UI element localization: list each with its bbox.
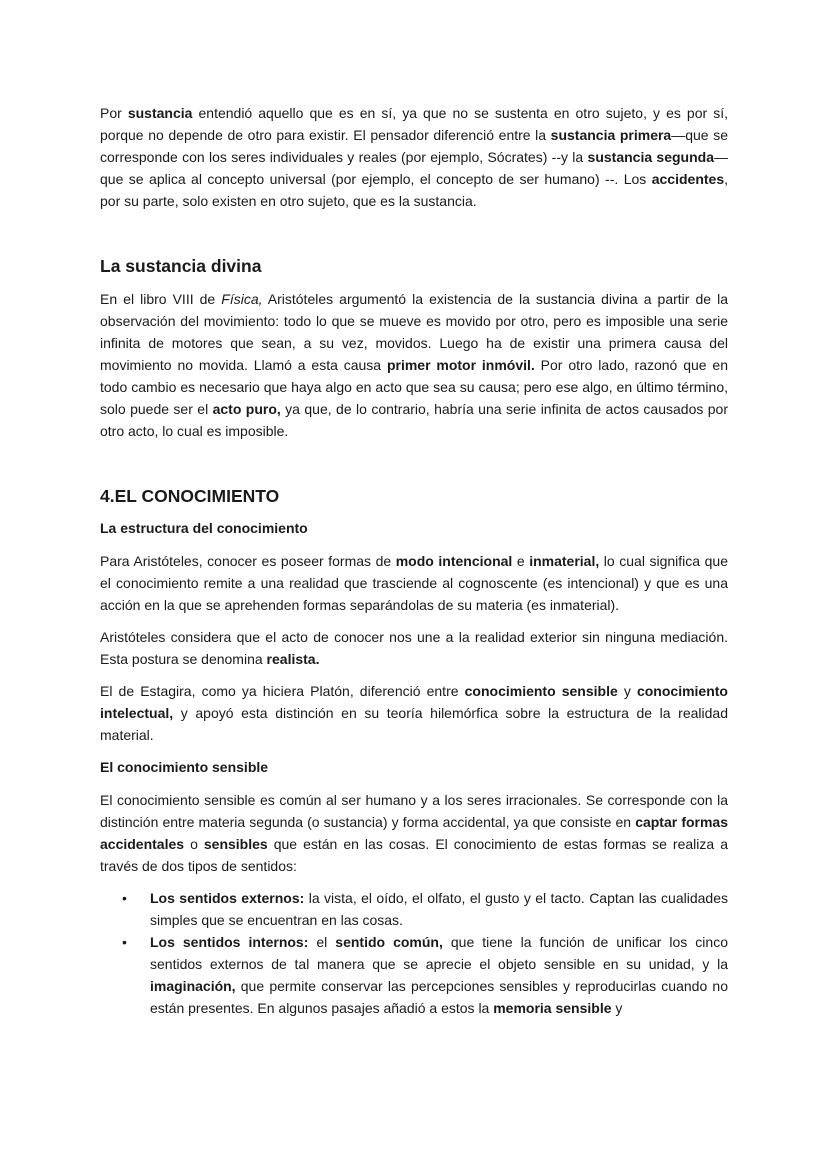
- heading-conocimiento: 4.EL CONOCIMIENTO: [100, 486, 280, 506]
- list-item-text: Los sentidos internos: el sentido común, que tiene la función de unificar los cinco sentidos externos de tal manera que se aprecie el objeto sensible en su unidad, y la imaginación, que permite conservar las percepciones sensibles y reproducirlas cuando no están presentes. En algunos pasajes añadió a estos la memoria sensible y: [150, 934, 728, 1016]
- document-page: [100, 102, 728, 1019]
- paragraph-realista: Aristóteles considera que el acto de conocer nos une a la realidad exterior sin ninguna mediación. Esta postura se denomina realista.: [100, 629, 728, 667]
- paragraph-sensible: El conocimiento sensible es común al ser humano y a los seres irracionales. Se corresponde con la distinción entre materia segunda (o sustancia) y forma accidental, ya que consiste en captar formas accidentales o sensibles que están en las cosas. El conocimiento de estas formas se realiza a través de dos tipos de sentidos:: [100, 792, 729, 874]
- list-item-text: Los sentidos externos: la vista, el oído, el olfato, el gusto y el tacto. Captan las cualidades simples que se encuentran en las cosas.: [150, 890, 728, 928]
- paragraph-sustancia: Por sustancia entendió aquello que es en sí, ya que no se sustenta en otro sujeto, y es por sí, porque no depende de otro para existir. El pensador diferenció entre la sustancia primera—que se corresponde con los seres individuales y reales (por ejemplo, Sócrates) --y la sustancia segunda—que se aplica al concepto universal (por ejemplo, el concepto de ser humano) --. Los accidentes, por su parte, solo existen en otro sujeto, que es la sustancia.: [100, 105, 728, 209]
- paragraph-estructura: Para Aristóteles, conocer es poseer formas de modo intencional e inmaterial, lo cual significa que el conocimiento remite a una realidad que trasciende al cognoscente (es intencional) y que es una acción en la que se aprehenden formas separándolas de su materia (es inmaterial).: [100, 553, 728, 613]
- subheading-estructura: La estructura del conocimiento: [100, 520, 308, 536]
- list-item-sentidos-internos: [100, 931, 728, 1019]
- bullet-icon: •: [122, 890, 127, 906]
- subheading-sensible: El conocimiento sensible: [100, 759, 269, 775]
- bullet-icon: •: [122, 934, 127, 950]
- paragraph-estagira: El de Estagira, como ya hiciera Platón, diferenció entre conocimiento sensible y conocimiento intelectual, y apoyó esta distinción en su teoría hilemórfica sobre la estructura de la realidad material.: [100, 683, 728, 743]
- sentidos-list: [100, 887, 728, 1019]
- paragraph-sustancia-divina: En el libro VIII de Física, Aristóteles argumentó la existencia de la sustancia divina a partir de la observación del movimiento: todo lo que se mueve es movido por otro, pero es imposible una serie infinita de motores que sean, a su vez, movidos. Luego ha de existir una primera causa del movimiento no movida. Llamó a esta causa primer motor inmóvil. Por otro lado, razonó que en todo cambio es necesario que haya algo en acto que sea su causa; pero ese algo, en último término, solo puede ser el acto puro, ya que, de lo contrario, habría una serie infinita de actos causados por otro acto, lo cual es imposible.: [100, 291, 728, 439]
- list-item-sentidos-externos: [100, 887, 728, 931]
- heading-sustancia-divina: La sustancia divina: [100, 256, 262, 276]
